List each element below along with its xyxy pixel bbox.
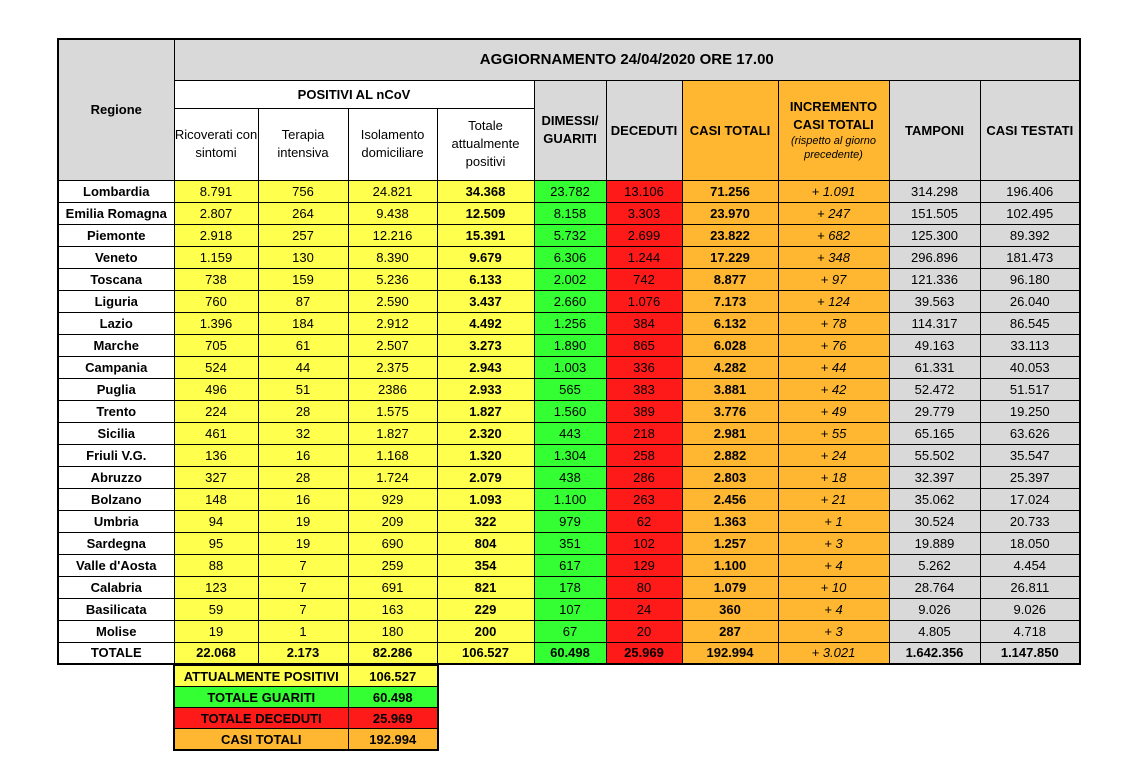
table-row: [58, 334, 1080, 356]
ricoverati-value: 1.396: [174, 312, 258, 334]
incremento-value: + 1.091: [778, 180, 889, 202]
region-header: Regione: [58, 39, 174, 180]
dimessi-value: 107: [534, 598, 606, 620]
terapia-value: 16: [258, 488, 348, 510]
ricoverati-value: 88: [174, 554, 258, 576]
deceduti-value: 13.106: [606, 180, 682, 202]
summary-body: [174, 665, 438, 750]
dimessi-header: DIMESSI/ GUARITI: [534, 80, 606, 180]
ricoverati-value: 22.068: [174, 642, 258, 664]
casi-totali-value: 2.882: [682, 444, 778, 466]
ricoverati-value: 760: [174, 290, 258, 312]
ricoverati-value: 224: [174, 400, 258, 422]
dimessi-value: 1.304: [534, 444, 606, 466]
tamponi-value: 28.764: [889, 576, 980, 598]
deceduti-value: 389: [606, 400, 682, 422]
deceduti-value: 3.303: [606, 202, 682, 224]
casi-totali-value: 2.456: [682, 488, 778, 510]
totale-positivi-value: 3.437: [437, 290, 534, 312]
casi-testati-value: 26.811: [980, 576, 1080, 598]
isolamento-value: 5.236: [348, 268, 437, 290]
positivi-group-header: POSITIVI AL nCoV: [174, 80, 534, 108]
terapia-value: 28: [258, 400, 348, 422]
incremento-value: + 348: [778, 246, 889, 268]
incremento-value: + 24: [778, 444, 889, 466]
totale-positivi-header: Totale attualmente positivi: [437, 108, 534, 180]
isolamento-value: 1.168: [348, 444, 437, 466]
table-row: [58, 598, 1080, 620]
isolamento-header: Isolamento domiciliare: [348, 108, 437, 180]
terapia-header: Terapia intensiva: [258, 108, 348, 180]
terapia-value: 87: [258, 290, 348, 312]
table-row: [58, 422, 1080, 444]
isolamento-value: 180: [348, 620, 437, 642]
tamponi-header: TAMPONI: [889, 80, 980, 180]
tamponi-value: 49.163: [889, 334, 980, 356]
terapia-value: 130: [258, 246, 348, 268]
incremento-value: + 1: [778, 510, 889, 532]
isolamento-value: 691: [348, 576, 437, 598]
dimessi-value: 1.890: [534, 334, 606, 356]
deceduti-value: 102: [606, 532, 682, 554]
summary-table: [173, 664, 439, 751]
table-row: [58, 400, 1080, 422]
totale-positivi-value: 1.320: [437, 444, 534, 466]
casi-totali-value: 1.100: [682, 554, 778, 576]
deceduti-value: 263: [606, 488, 682, 510]
isolamento-value: 12.216: [348, 224, 437, 246]
isolamento-value: 82.286: [348, 642, 437, 664]
table-row: [58, 444, 1080, 466]
tamponi-value: 296.896: [889, 246, 980, 268]
table-body: [58, 180, 1080, 664]
tamponi-value: 4.805: [889, 620, 980, 642]
terapia-value: 51: [258, 378, 348, 400]
totale-positivi-value: 3.273: [437, 334, 534, 356]
deceduti-value: 258: [606, 444, 682, 466]
totale-positivi-value: 4.492: [437, 312, 534, 334]
casi-testati-value: 25.397: [980, 466, 1080, 488]
casi-totali-value: 2.981: [682, 422, 778, 444]
summary-label: ATTUALMENTE POSITIVI: [174, 665, 348, 687]
ricoverati-value: 738: [174, 268, 258, 290]
incremento-value: + 76: [778, 334, 889, 356]
totale-positivi-value: 106.527: [437, 642, 534, 664]
ricoverati-value: 496: [174, 378, 258, 400]
terapia-value: 16: [258, 444, 348, 466]
isolamento-value: 259: [348, 554, 437, 576]
deceduti-value: 1.244: [606, 246, 682, 268]
ricoverati-value: 1.159: [174, 246, 258, 268]
dimessi-value: 1.256: [534, 312, 606, 334]
casi-totali-value: 6.132: [682, 312, 778, 334]
isolamento-value: 2.912: [348, 312, 437, 334]
dimessi-value: 1.003: [534, 356, 606, 378]
table-row: [58, 510, 1080, 532]
totale-positivi-value: 229: [437, 598, 534, 620]
casi-totali-value: 1.079: [682, 576, 778, 598]
casi-totali-value: 8.877: [682, 268, 778, 290]
region-name: Abruzzo: [58, 466, 174, 488]
terapia-value: 7: [258, 554, 348, 576]
incremento-value: + 247: [778, 202, 889, 224]
incremento-value: + 124: [778, 290, 889, 312]
isolamento-value: 1.827: [348, 422, 437, 444]
summary-value: 60.498: [348, 687, 438, 708]
totale-positivi-value: 12.509: [437, 202, 534, 224]
terapia-value: 159: [258, 268, 348, 290]
summary-row: [174, 687, 438, 708]
tamponi-value: 121.336: [889, 268, 980, 290]
deceduti-value: 383: [606, 378, 682, 400]
casi-totali-value: 192.994: [682, 642, 778, 664]
totale-positivi-value: 821: [437, 576, 534, 598]
casi-totali-value: 360: [682, 598, 778, 620]
casi-totali-value: 1.257: [682, 532, 778, 554]
region-name: Calabria: [58, 576, 174, 598]
tamponi-value: 30.524: [889, 510, 980, 532]
casi-testati-value: 4.454: [980, 554, 1080, 576]
ricoverati-value: 94: [174, 510, 258, 532]
terapia-value: 184: [258, 312, 348, 334]
terapia-value: 257: [258, 224, 348, 246]
casi-totali-value: 23.822: [682, 224, 778, 246]
terapia-value: 28: [258, 466, 348, 488]
table-row: [58, 356, 1080, 378]
tamponi-value: 39.563: [889, 290, 980, 312]
tamponi-value: 1.642.356: [889, 642, 980, 664]
deceduti-value: 1.076: [606, 290, 682, 312]
summary-value: 25.969: [348, 708, 438, 729]
dimessi-value: 8.158: [534, 202, 606, 224]
incremento-value: + 3.021: [778, 642, 889, 664]
region-name: Molise: [58, 620, 174, 642]
casi-testati-value: 26.040: [980, 290, 1080, 312]
totale-positivi-value: 804: [437, 532, 534, 554]
dimessi-value: 2.660: [534, 290, 606, 312]
incremento-value: + 78: [778, 312, 889, 334]
dimessi-value: 1.560: [534, 400, 606, 422]
ricoverati-value: 136: [174, 444, 258, 466]
table-row: [58, 290, 1080, 312]
incremento-value: + 42: [778, 378, 889, 400]
table-row: [58, 554, 1080, 576]
summary-label: CASI TOTALI: [174, 729, 348, 751]
casi-testati-value: 102.495: [980, 202, 1080, 224]
ricoverati-value: 19: [174, 620, 258, 642]
summary-value: 106.527: [348, 665, 438, 687]
isolamento-value: 24.821: [348, 180, 437, 202]
casi-testati-value: 51.517: [980, 378, 1080, 400]
region-name: Friuli V.G.: [58, 444, 174, 466]
dimessi-value: 438: [534, 466, 606, 488]
incremento-value: + 682: [778, 224, 889, 246]
region-name: Puglia: [58, 378, 174, 400]
deceduti-value: 286: [606, 466, 682, 488]
dimessi-value: 60.498: [534, 642, 606, 664]
casi-testati-value: 196.406: [980, 180, 1080, 202]
tamponi-value: 125.300: [889, 224, 980, 246]
region-name: Sicilia: [58, 422, 174, 444]
ricoverati-value: 2.807: [174, 202, 258, 224]
ricoverati-value: 2.918: [174, 224, 258, 246]
ricoverati-value: 524: [174, 356, 258, 378]
summary-row: [174, 665, 438, 687]
incremento-value: + 21: [778, 488, 889, 510]
tamponi-value: 19.889: [889, 532, 980, 554]
tamponi-value: 65.165: [889, 422, 980, 444]
incremento-value: + 97: [778, 268, 889, 290]
tamponi-value: 314.298: [889, 180, 980, 202]
totale-positivi-value: 354: [437, 554, 534, 576]
incremento-value: + 3: [778, 620, 889, 642]
deceduti-value: 742: [606, 268, 682, 290]
table-row: [58, 312, 1080, 334]
casi-testati-value: 19.250: [980, 400, 1080, 422]
tamponi-value: 29.779: [889, 400, 980, 422]
table-row: [58, 532, 1080, 554]
region-name: Basilicata: [58, 598, 174, 620]
totale-positivi-value: 9.679: [437, 246, 534, 268]
isolamento-value: 163: [348, 598, 437, 620]
summary-label: TOTALE GUARITI: [174, 687, 348, 708]
totale-positivi-value: 2.943: [437, 356, 534, 378]
casi-testati-value: 63.626: [980, 422, 1080, 444]
isolamento-value: 1.724: [348, 466, 437, 488]
ricoverati-value: 123: [174, 576, 258, 598]
incremento-value: + 18: [778, 466, 889, 488]
incremento-value: + 49: [778, 400, 889, 422]
table-row: [58, 620, 1080, 642]
isolamento-value: 1.575: [348, 400, 437, 422]
totale-positivi-value: 2.320: [437, 422, 534, 444]
tamponi-value: 35.062: [889, 488, 980, 510]
summary-row: [174, 708, 438, 729]
terapia-value: 19: [258, 532, 348, 554]
deceduti-value: 20: [606, 620, 682, 642]
tamponi-value: 52.472: [889, 378, 980, 400]
totale-positivi-value: 1.093: [437, 488, 534, 510]
dimessi-value: 5.732: [534, 224, 606, 246]
terapia-value: 32: [258, 422, 348, 444]
region-name: Piemonte: [58, 224, 174, 246]
region-name: Valle d'Aosta: [58, 554, 174, 576]
casi-testati-value: 17.024: [980, 488, 1080, 510]
dimessi-value: 67: [534, 620, 606, 642]
ricoverati-value: 8.791: [174, 180, 258, 202]
incremento-value: + 4: [778, 598, 889, 620]
summary-value: 192.994: [348, 729, 438, 751]
region-name: Lombardia: [58, 180, 174, 202]
dimessi-value: 178: [534, 576, 606, 598]
deceduti-value: 384: [606, 312, 682, 334]
ricoverati-value: 148: [174, 488, 258, 510]
incremento-value: + 44: [778, 356, 889, 378]
totale-positivi-value: 15.391: [437, 224, 534, 246]
table-row: [58, 180, 1080, 202]
casi-totali-value: 4.282: [682, 356, 778, 378]
casi-totali-value: 287: [682, 620, 778, 642]
isolamento-value: 2386: [348, 378, 437, 400]
deceduti-value: 865: [606, 334, 682, 356]
covid-regions-table: [57, 38, 1081, 665]
totale-positivi-value: 2.079: [437, 466, 534, 488]
totale-positivi-value: 200: [437, 620, 534, 642]
table-row: [58, 202, 1080, 224]
casi-totali-value: 2.803: [682, 466, 778, 488]
incremento-value: + 10: [778, 576, 889, 598]
region-name: Emilia Romagna: [58, 202, 174, 224]
ricoverati-header: Ricoverati con sintomi: [174, 108, 258, 180]
ricoverati-value: 59: [174, 598, 258, 620]
terapia-value: 7: [258, 576, 348, 598]
ricoverati-value: 461: [174, 422, 258, 444]
casi-testati-value: 4.718: [980, 620, 1080, 642]
terapia-value: 44: [258, 356, 348, 378]
casi-testati-value: 20.733: [980, 510, 1080, 532]
totale-positivi-value: 34.368: [437, 180, 534, 202]
table-row: [58, 576, 1080, 598]
dimessi-value: 351: [534, 532, 606, 554]
terapia-value: 756: [258, 180, 348, 202]
terapia-value: 1: [258, 620, 348, 642]
table-row: [58, 268, 1080, 290]
totale-positivi-value: 1.827: [437, 400, 534, 422]
casi-testati-value: 89.392: [980, 224, 1080, 246]
isolamento-value: 2.507: [348, 334, 437, 356]
casi-testati-value: 9.026: [980, 598, 1080, 620]
region-name: Veneto: [58, 246, 174, 268]
region-name: Campania: [58, 356, 174, 378]
dimessi-value: 2.002: [534, 268, 606, 290]
terapia-value: 61: [258, 334, 348, 356]
dimessi-value: 6.306: [534, 246, 606, 268]
terapia-value: 19: [258, 510, 348, 532]
deceduti-value: 80: [606, 576, 682, 598]
tamponi-value: 32.397: [889, 466, 980, 488]
terapia-value: 7: [258, 598, 348, 620]
region-name: Umbria: [58, 510, 174, 532]
deceduti-value: 2.699: [606, 224, 682, 246]
incremento-label: INCREMENTO CASI TOTALI: [789, 99, 878, 132]
casi-totali-value: 6.028: [682, 334, 778, 356]
casi-totali-value: 1.363: [682, 510, 778, 532]
totale-positivi-value: 2.933: [437, 378, 534, 400]
casi-totali-value: 71.256: [682, 180, 778, 202]
incremento-value: + 4: [778, 554, 889, 576]
dimessi-value: 617: [534, 554, 606, 576]
isolamento-value: 9.438: [348, 202, 437, 224]
tamponi-value: 114.317: [889, 312, 980, 334]
deceduti-value: 218: [606, 422, 682, 444]
casi-totali-value: 3.776: [682, 400, 778, 422]
summary-row: [174, 729, 438, 751]
update-title: AGGIORNAMENTO 24/04/2020 ORE 17.00: [174, 39, 1080, 80]
totale-positivi-value: 322: [437, 510, 534, 532]
isolamento-value: 690: [348, 532, 437, 554]
incremento-header: [778, 80, 889, 180]
region-name: Marche: [58, 334, 174, 356]
table-row: [58, 224, 1080, 246]
dimessi-value: 1.100: [534, 488, 606, 510]
table-row: [58, 246, 1080, 268]
terapia-value: 264: [258, 202, 348, 224]
table-row: [58, 488, 1080, 510]
casi-totali-value: 3.881: [682, 378, 778, 400]
casi-testati-value: 33.113: [980, 334, 1080, 356]
casi-totali-value: 23.970: [682, 202, 778, 224]
casi-testati-value: 40.053: [980, 356, 1080, 378]
incremento-note: (rispetto al giorno precedente): [791, 135, 876, 161]
casi-testati-header: CASI TESTATI: [980, 80, 1080, 180]
table-row: [58, 378, 1080, 400]
region-name: Trento: [58, 400, 174, 422]
deceduti-value: 24: [606, 598, 682, 620]
casi-testati-value: 35.547: [980, 444, 1080, 466]
isolamento-value: 2.375: [348, 356, 437, 378]
isolamento-value: 209: [348, 510, 437, 532]
dimessi-value: 565: [534, 378, 606, 400]
casi-testati-value: 86.545: [980, 312, 1080, 334]
region-name: Liguria: [58, 290, 174, 312]
deceduti-value: 62: [606, 510, 682, 532]
tamponi-value: 55.502: [889, 444, 980, 466]
dimessi-value: 23.782: [534, 180, 606, 202]
ricoverati-value: 705: [174, 334, 258, 356]
region-name: Sardegna: [58, 532, 174, 554]
deceduti-value: 129: [606, 554, 682, 576]
casi-testati-value: 1.147.850: [980, 642, 1080, 664]
table-row: [58, 466, 1080, 488]
casi-totali-value: 17.229: [682, 246, 778, 268]
terapia-value: 2.173: [258, 642, 348, 664]
casi-testati-value: 181.473: [980, 246, 1080, 268]
dimessi-value: 979: [534, 510, 606, 532]
totale-positivi-value: 6.133: [437, 268, 534, 290]
tamponi-value: 5.262: [889, 554, 980, 576]
region-name: Toscana: [58, 268, 174, 290]
casi-testati-value: 18.050: [980, 532, 1080, 554]
incremento-value: + 55: [778, 422, 889, 444]
region-name: Bolzano: [58, 488, 174, 510]
region-name: Lazio: [58, 312, 174, 334]
deceduti-value: 25.969: [606, 642, 682, 664]
dimessi-value: 443: [534, 422, 606, 444]
tamponi-value: 61.331: [889, 356, 980, 378]
isolamento-value: 8.390: [348, 246, 437, 268]
casi-totali-header: CASI TOTALI: [682, 80, 778, 180]
deceduti-header: DECEDUTI: [606, 80, 682, 180]
incremento-value: + 3: [778, 532, 889, 554]
tamponi-value: 151.505: [889, 202, 980, 224]
casi-testati-value: 96.180: [980, 268, 1080, 290]
isolamento-value: 929: [348, 488, 437, 510]
totals-row: [58, 642, 1080, 664]
summary-label: TOTALE DECEDUTI: [174, 708, 348, 729]
casi-totali-value: 7.173: [682, 290, 778, 312]
ricoverati-value: 95: [174, 532, 258, 554]
tamponi-value: 9.026: [889, 598, 980, 620]
deceduti-value: 336: [606, 356, 682, 378]
region-name: TOTALE: [58, 642, 174, 664]
isolamento-value: 2.590: [348, 290, 437, 312]
ricoverati-value: 327: [174, 466, 258, 488]
